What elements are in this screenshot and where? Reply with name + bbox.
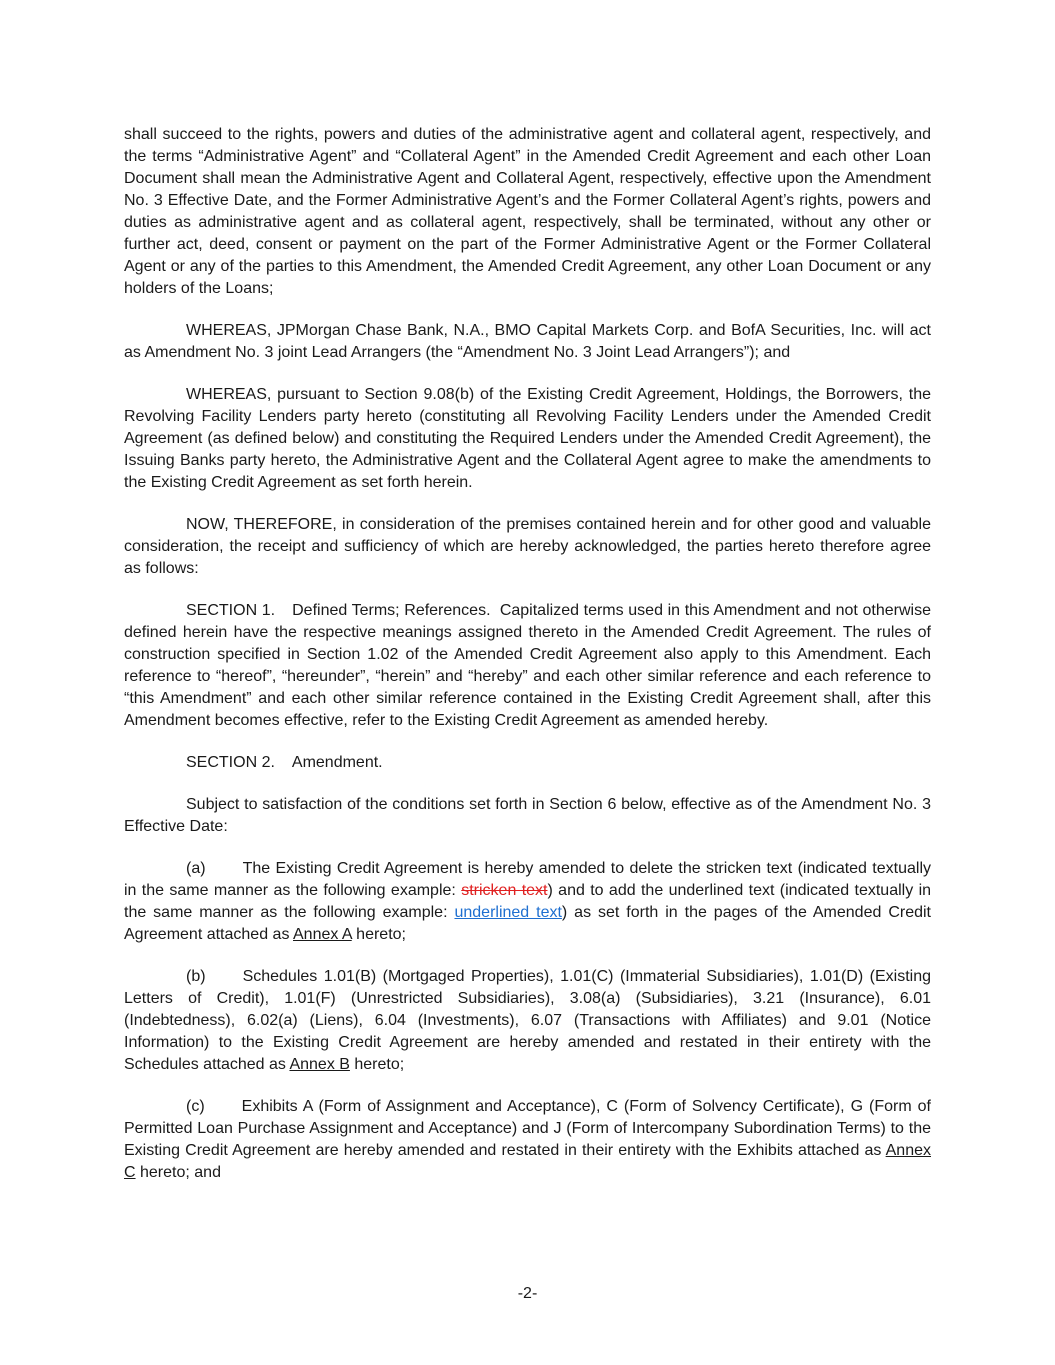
clause-a-label: (a): [186, 860, 206, 877]
section-2-heading: Amendment.: [291, 754, 383, 771]
section-1: [124, 600, 931, 732]
clause-c-label: (c): [186, 1098, 205, 1115]
clause-a: [124, 858, 931, 946]
paragraph-whereas-arrangers: WHEREAS, JPMorgan Chase Bank, N.A., BMO Capital Markets Corp. and BofA Securities, Inc. will act as Amendment No. 3 joint Lead Arrangers (the “Amendment No. 3 Joint Lead Arrangers”); and: [124, 322, 931, 361]
section-1-number: SECTION 1.: [186, 602, 276, 619]
clause-a-text-2: ) and to add the underlined text (indicated textually in the same manner as the following example:: [124, 882, 932, 921]
annex-c-reference: Annex C: [124, 1142, 931, 1181]
section-1-heading: Defined Terms; References.: [292, 602, 491, 619]
clause-c-text-2: hereto; and: [135, 1164, 221, 1181]
clause-b-text-2: hereto;: [349, 1056, 405, 1073]
section-2: [124, 752, 931, 774]
clause-b-label: (b): [186, 968, 206, 985]
clause-a-text-3: ) as set forth in the pages of the Amended Credit Agreement attached as: [124, 904, 931, 943]
clause-a-text-4: hereto;: [351, 926, 406, 943]
stricken-text-example: stricken text: [461, 882, 548, 899]
annex-a-reference: Annex A: [293, 926, 352, 943]
paragraph-continuation: shall succeed to the rights, powers and duties of the administrative agent and collateral agent, respectively, and the terms “Administrative Agent” and “Collateral Agent” in the Amended Credit Agreement and each other Loan Document shall mean the Administrative Agent and Collateral Agent, respectively, effective upon the Amendment No. 3 Effective Date, and the Former Administrative Agent’s and the Former Collateral Agent’s rights, powers and duties as administrative agent and as collateral agent, respectively, shall be terminated, without any other or further act, deed, consent or payment on the part of the Former Administrative Agent or the Former Collateral Agent or any of the parties to this Amendment, the Amended Credit Agreement, any other Loan Document or any holders of the Loans;: [124, 126, 931, 297]
page-number: -2-: [517, 1285, 538, 1302]
clause-a-text-1: The Existing Credit Agreement is hereby amended to delete the stricken text (indicated textually in the same manner as the following example:: [124, 860, 931, 899]
clause-c: [124, 1096, 931, 1184]
paragraph-whereas-amendments: WHEREAS, pursuant to Section 9.08(b) of the Existing Credit Agreement, Holdings, the Borrowers, the Revolving Facility Lenders party hereto (constituting all Revolving Facility Lenders under the Amended Credit Agreement (as defined below) and constituting the Required Lenders under the Amended Credit Agreement), the Issuing Banks party hereto, the Administrative Agent and the Collateral Agent agree to make the amendments to the Existing Credit Agreement as set forth herein.: [124, 386, 931, 491]
clause-b-text-1: Schedules 1.01(B) (Mortgaged Properties), 1.01(C) (Immaterial Subsidiaries), 1.01(D) (Existing Letters of Credit), 1.01(F) (Unrestricted Subsidiaries), 3.08(a) (Subsidiaries), 3.21 (Insurance), 6.01 (Indebtedness), 6.02(a) (Liens), 6.04 (Investments), 6.07 (Transactions with Affiliates) and 9.01 (Notice Information) to the Existing Credit Agreement are hereby amended and restated in their entirety with the Schedules attached as: [124, 968, 931, 1073]
underlined-text-example: underlined text: [454, 904, 562, 921]
annex-b-reference: Annex B: [289, 1056, 350, 1073]
document-page: [124, 124, 931, 1204]
clause-c-text-1: Exhibits A (Form of Assignment and Acceptance), C (Form of Solvency Certificate), G (Form of Permitted Loan Purchase Assignment and Acceptance) and J (Form of Intercompany Subordination Terms) to the Existing Credit Agreement are hereby amended and restated in their entirety with the Exhibits attached as: [124, 1098, 931, 1159]
section-2-number: SECTION 2.: [186, 754, 275, 771]
paragraph-now-therefore: NOW, THEREFORE, in consideration of the premises contained herein and for other good and valuable consideration, the receipt and sufficiency of which are hereby acknowledged, the parties hereto therefore agree as follows:: [124, 516, 931, 577]
clause-b: [124, 966, 931, 1076]
section-1-body: Capitalized terms used in this Amendment and not otherwise defined herein have the respective meanings assigned thereto in the Amended Credit Agreement. The rules of construction specified in Section 1.02 of the Amended Credit Agreement also apply to this Amendment. Each reference to “hereof”, “hereunder”, “herein” and “hereby” and each other similar reference and each reference to “this Amendment” and each other similar reference contained in the Existing Credit Agreement shall, after this Amendment becomes effective, refer to the Existing Credit Agreement as amended hereby.: [124, 602, 932, 729]
paragraph-conditions: Subject to satisfaction of the conditions set forth in Section 6 below, effective as of the Amendment No. 3 Effective Date:: [124, 796, 931, 835]
